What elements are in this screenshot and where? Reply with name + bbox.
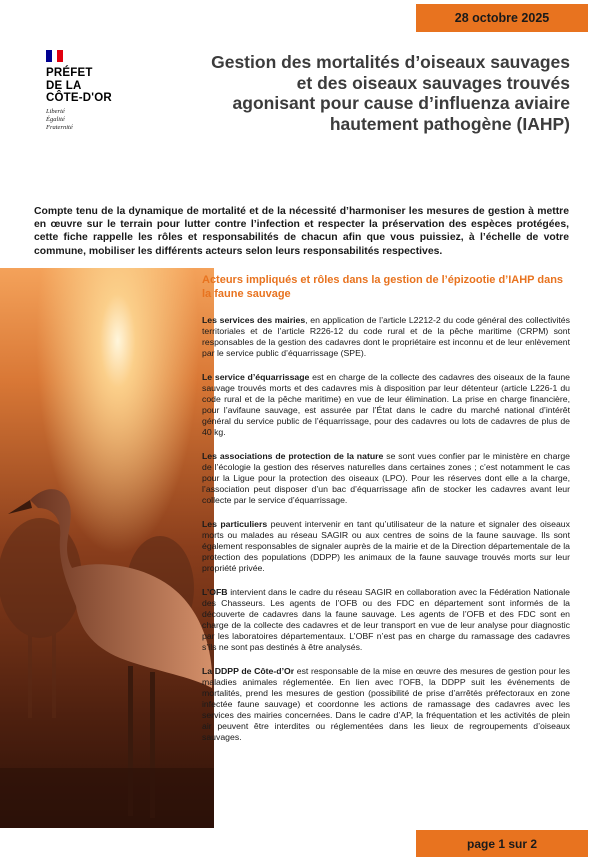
lead-particuliers: Les particuliers — [202, 519, 268, 529]
paragraph-mairies — [202, 315, 570, 359]
text-associations: se sont vues confier par le ministère en charge de l’écologie la gestion des réserves naturelles dans certaines zones ; c’est notamment le cas pour la Ligue pour la protection des oiseaux (LPO). Pour les réserves dont elle a la charge, l’association peut disposer d’un bac d’équarrissage afin de stocker les cadavres avant leur collecte par le service d’équarrissage. — [202, 451, 571, 505]
text-equarrissage: est en charge de la collecte des cadavres des oiseaux de la faune sauvage trouvés morts et des cadavres mis à disposition par leur détenteur (article L226-1 du code rural et de la pêche maritime) en vue de leur élimination. La prise en charge financière, pour l’avifaune sauvage, est assurée par l’État dans le cadre du marché national d’intérêt général du service public de l’équarrissage, pour des cadavres ou lots de cadavres de plus de 40 kg. — [202, 372, 570, 437]
prefecture-logo — [46, 50, 166, 132]
cranes-at-sunset-photo — [0, 268, 214, 828]
lead-equarrissage: Le service d’équarrissage — [202, 372, 310, 382]
lead-mairies: Les services des mairies — [202, 315, 306, 325]
paragraph-equarrissage — [202, 372, 570, 438]
page-number-badge — [416, 830, 588, 857]
logo-line-2: DE LA — [46, 79, 82, 92]
intro-paragraph: Compte tenu de la dynamique de mortalité et de la nécessité d’harmoniser les mesures de gestion à mettre en œuvre sur le terrain pour lutter contre l’infection et respecter la préservation des espèces protégées, cette fiche rappelle les rôles et responsabilités de chacun afin que vous puissiez, à l’échelle de votre commune, mobiliser les différents acteurs selon leurs responsabilités respectives. — [34, 206, 569, 257]
lead-ofb: L’OFB — [202, 587, 228, 597]
logo-line-3: CÔTE-D'OR — [46, 92, 112, 104]
lead-associations: Les associations de protection de la nature — [202, 451, 384, 461]
paragraph-associations — [202, 451, 570, 506]
logo-motto — [46, 108, 166, 132]
page-number: page 1 sur 2 — [466, 836, 538, 851]
text-mairies: , en application de l’article L2212-2 du code général des collectivités territoriales et de l’article R226-12 du code rural et de la pêche maritime (CRPM) sont responsables de la gestion des cadavres dont le propriétaire est inconnu et de leur enlèvement par le service public d’équarrissage (SPE). — [202, 315, 570, 358]
date-badge — [416, 4, 588, 32]
motto-fraternite: Fraternité — [46, 123, 73, 131]
text-ofb: intervient dans le cadre du réseau SAGIR en collaboration avec la Fédération Nationale des Chasseurs. Les agents de l’OFB ou des FDC en département sont informés de la découverte de cadavres dans la faune sauvage. Les agents de l’OFB et des FDC sont en charge de la collecte des cadavres et de leur transport en vue de leur analyse pour diagnostic par les laboratoires départementaux. L’OBF n’est pas en charge du ramassage des cadavres s’ils ne sont pas destinés à être analysés. — [202, 587, 570, 652]
paragraph-particuliers — [202, 519, 570, 574]
paragraph-ddpp — [202, 666, 570, 743]
logo-line-1: PRÉFET — [46, 67, 93, 79]
text-ddpp: est responsable de la mise en œuvre des mesures de gestion pour les maladies animales réglementée. En lien avec l’OFB, la DDPP suit les événements de mortalités, prend les mesures de gestion (possibilité de prise d’arrêtés préfectoraux en zone infectée faune sauvage) et coordonne les actions de ramassage des cadavres avec les services des mairies concernées. Dans le cadre d’AP, la fréquentation et les activités de plein air peuvent être interdites ou réglementées dans les lieux de regroupements d’oiseaux sauvages. — [202, 666, 570, 742]
motto-liberte: Liberté — [46, 107, 65, 115]
section-heading: Acteurs impliqués et rôles dans la gestion de l’épizootie d’IAHP dans la faune sauvage — [202, 274, 564, 300]
motto-egalite: Égalité — [46, 115, 65, 123]
document-title: Gestion des mortalités d’oiseaux sauvages et des oiseaux sauvages trouvés agonisant pour cause d’influenza aviaire hautement pathogène (IAHP) — [211, 52, 570, 134]
marianne-flag-icon — [46, 50, 63, 62]
lead-ddpp: La DDPP de Côte-d’Or — [202, 666, 295, 676]
date-text: 28 octobre 2025 — [454, 11, 550, 25]
text-particuliers: peuvent intervenir en tant qu’utilisateur de la nature et signaler des oiseaux morts ou malades au réseau SAGIR ou aux centres de soins de la faune sauvage. Ils sont également responsables de signaler auprès de la mairie et de la Direction départementale de la protection des populations (DDPP) les animaux de la faune sauvage trouvés morts sur leur propriété privée. — [202, 519, 570, 573]
paragraph-ofb — [202, 587, 570, 653]
actors-section — [202, 274, 570, 756]
